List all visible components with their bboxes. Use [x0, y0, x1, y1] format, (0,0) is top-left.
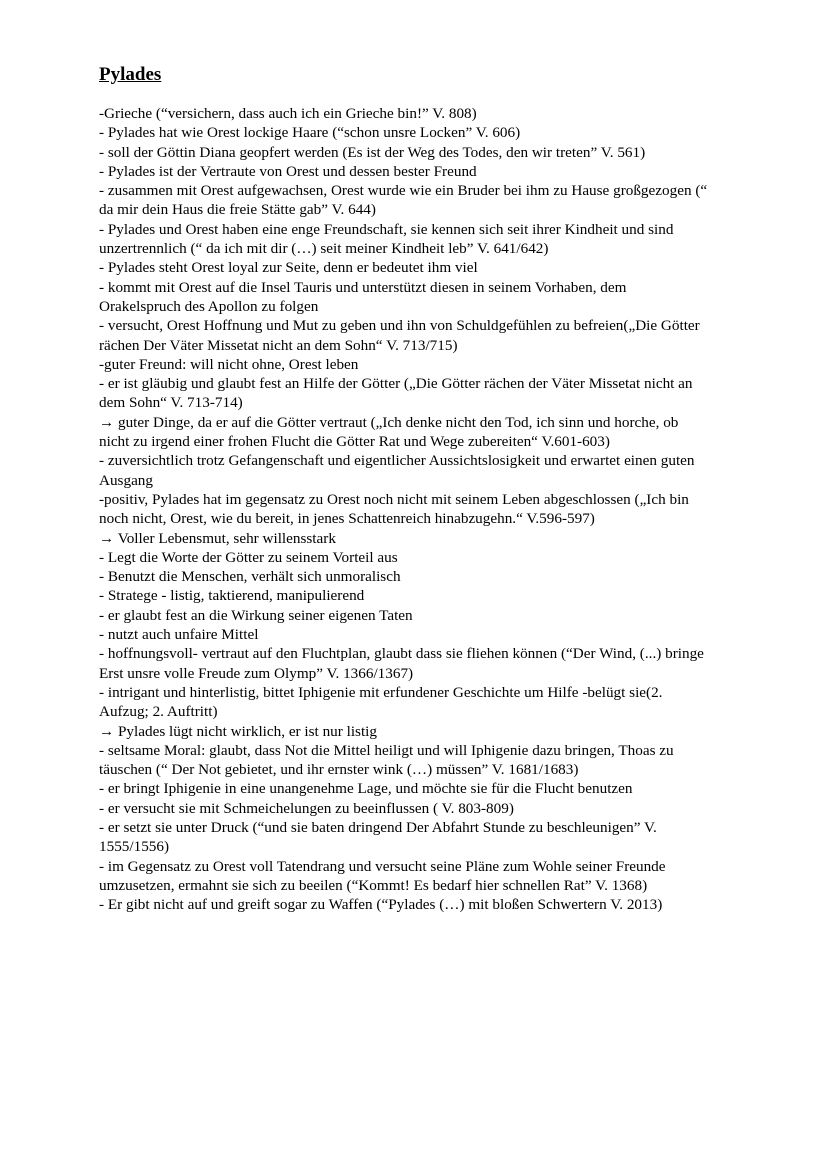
text-line: dem Sohn“ V. 713-714) — [99, 394, 243, 412]
text-line: unzertrennlich (“ da ich mit dir (…) seit meiner Kindheit leb” V. 641/642) — [99, 240, 549, 258]
text-line: - Pylades steht Orest loyal zur Seite, denn er bedeutet ihm viel — [99, 259, 478, 277]
text-line: - er bringt Iphigenie in eine unangenehme Lage, und möchte sie für die Flucht benutzen — [99, 780, 633, 798]
text-line: - er ist gläubig und glaubt fest an Hilfe der Götter („Die Götter rächen der Väter Missetat nicht an — [99, 375, 693, 393]
text-line: → Pylades lügt nicht wirklich, er ist nur listig — [99, 722, 377, 740]
text-line: -positiv, Pylades hat im gegensatz zu Orest noch nicht mit seinem Leben abgeschlossen („Ich bin — [99, 490, 689, 508]
text-line: - zusammen mit Orest aufgewachsen, Orest wurde wie ein Bruder bei ihm zu Hause großgezogen (“ — [99, 182, 708, 200]
text-line: - Pylades hat wie Orest lockige Haare (“schon unsre Locken” V. 606) — [99, 124, 521, 142]
text-line: - intrigant und hinterlistig, bittet Iphigenie mit erfundener Geschichte um Hilfe -belügt sie(2. — [99, 683, 663, 701]
text-line: noch nicht, Orest, wie du bereit, in jenes Schattenreich hinabzugehn.“ V.596-597) — [99, 510, 595, 528]
text-line: Erst unsre volle Freude zum Olymp” V. 1366/1367) — [99, 664, 414, 682]
text-line: → guter Dinge, da er auf die Götter vertraut („Ich denke nicht den Tod, ich sinn und horche, ob — [99, 413, 679, 431]
text-line: rächen Der Väter Missetat nicht an dem Sohn“ V. 713/715) — [99, 336, 458, 354]
text-line: - nutzt auch unfaire Mittel — [99, 626, 259, 644]
text-line: - Benutzt die Menschen, verhält sich unmoralisch — [99, 568, 401, 586]
text-line: - versucht, Orest Hoffnung und Mut zu geben und ihn von Schuldgefühlen zu befreien(„Die Götter — [99, 317, 700, 335]
text-line: - er setzt sie unter Druck (“und sie baten dringend Der Abfahrt Stunde zu beschleunigen” V. — [99, 818, 657, 836]
text-line: - Stratege - listig, taktierend, manipulierend — [99, 587, 365, 605]
text-line: - hoffnungsvoll- vertraut auf den Fluchtplan, glaubt dass sie fliehen können (“Der Wind, (...) bringe — [99, 645, 704, 663]
document-title: Pylades — [99, 64, 162, 85]
text-line: - kommt mit Orest auf die Insel Tauris und unterstützt diesen in seinem Vorhaben, dem — [99, 278, 627, 296]
text-line: -guter Freund: will nicht ohne, Orest leben — [99, 355, 359, 373]
text-line: - zuversichtlich trotz Gefangenschaft und eigentlicher Aussichtslosigkeit und erwartet einen guten — [99, 452, 695, 470]
text-line: → Voller Lebensmut, sehr willensstark — [99, 529, 336, 547]
text-line: - im Gegensatz zu Orest voll Tatendrang und versucht seine Pläne zum Wohle seiner Freunde — [99, 857, 666, 875]
text-line: - Er gibt nicht auf und greift sogar zu Waffen (“Pylades (…) mit bloßen Schwertern V. 2013) — [99, 896, 663, 914]
text-line: Orakelspruch des Apollon zu folgen — [99, 297, 319, 315]
text-line: - er glaubt fest an die Wirkung seiner eigenen Taten — [99, 606, 413, 624]
text-line: - er versucht sie mit Schmeichelungen zu beeinflussen ( V. 803-809) — [99, 799, 514, 817]
text-line: - Pylades ist der Vertraute von Orest und dessen bester Freund — [99, 162, 477, 180]
text-line: - seltsame Moral: glaubt, dass Not die Mittel heiligt und will Iphigenie dazu bringen, Thoas zu — [99, 741, 674, 759]
text-line: da mir dein Haus die freie Stätte gab” V. 644) — [99, 201, 376, 219]
text-line: -Grieche (“versichern, dass auch ich ein Grieche bin!” V. 808) — [99, 105, 477, 122]
text-line: 1555/1556) — [99, 838, 170, 856]
text-line: täuschen (“ Der Not gebietet, und ihr ernster wink (…) müssen” V. 1681/1683) — [99, 761, 579, 779]
text-line: nicht zu irgend einer frohen Flucht die Götter Rat und Wege zubereiten“ V.601-603) — [99, 433, 610, 451]
document-page — [99, 64, 779, 914]
text-line: Aufzug; 2. Auftritt) — [99, 703, 218, 721]
text-body — [99, 104, 779, 914]
text-line: - Pylades und Orest haben eine enge Freundschaft, sie kennen sich seit ihrer Kindheit und sind — [99, 220, 674, 238]
text-line: Ausgang — [99, 471, 153, 489]
text-line: - soll der Göttin Diana geopfert werden (Es ist der Weg des Todes, den wir treten” V. 561) — [99, 143, 646, 161]
text-line: umzusetzen, ermahnt sie sich zu beeilen (“Kommt! Es bedarf hier schnellen Rat” V. 1368) — [99, 876, 648, 894]
text-line: - Legt die Worte der Götter zu seinem Vorteil aus — [99, 548, 398, 566]
